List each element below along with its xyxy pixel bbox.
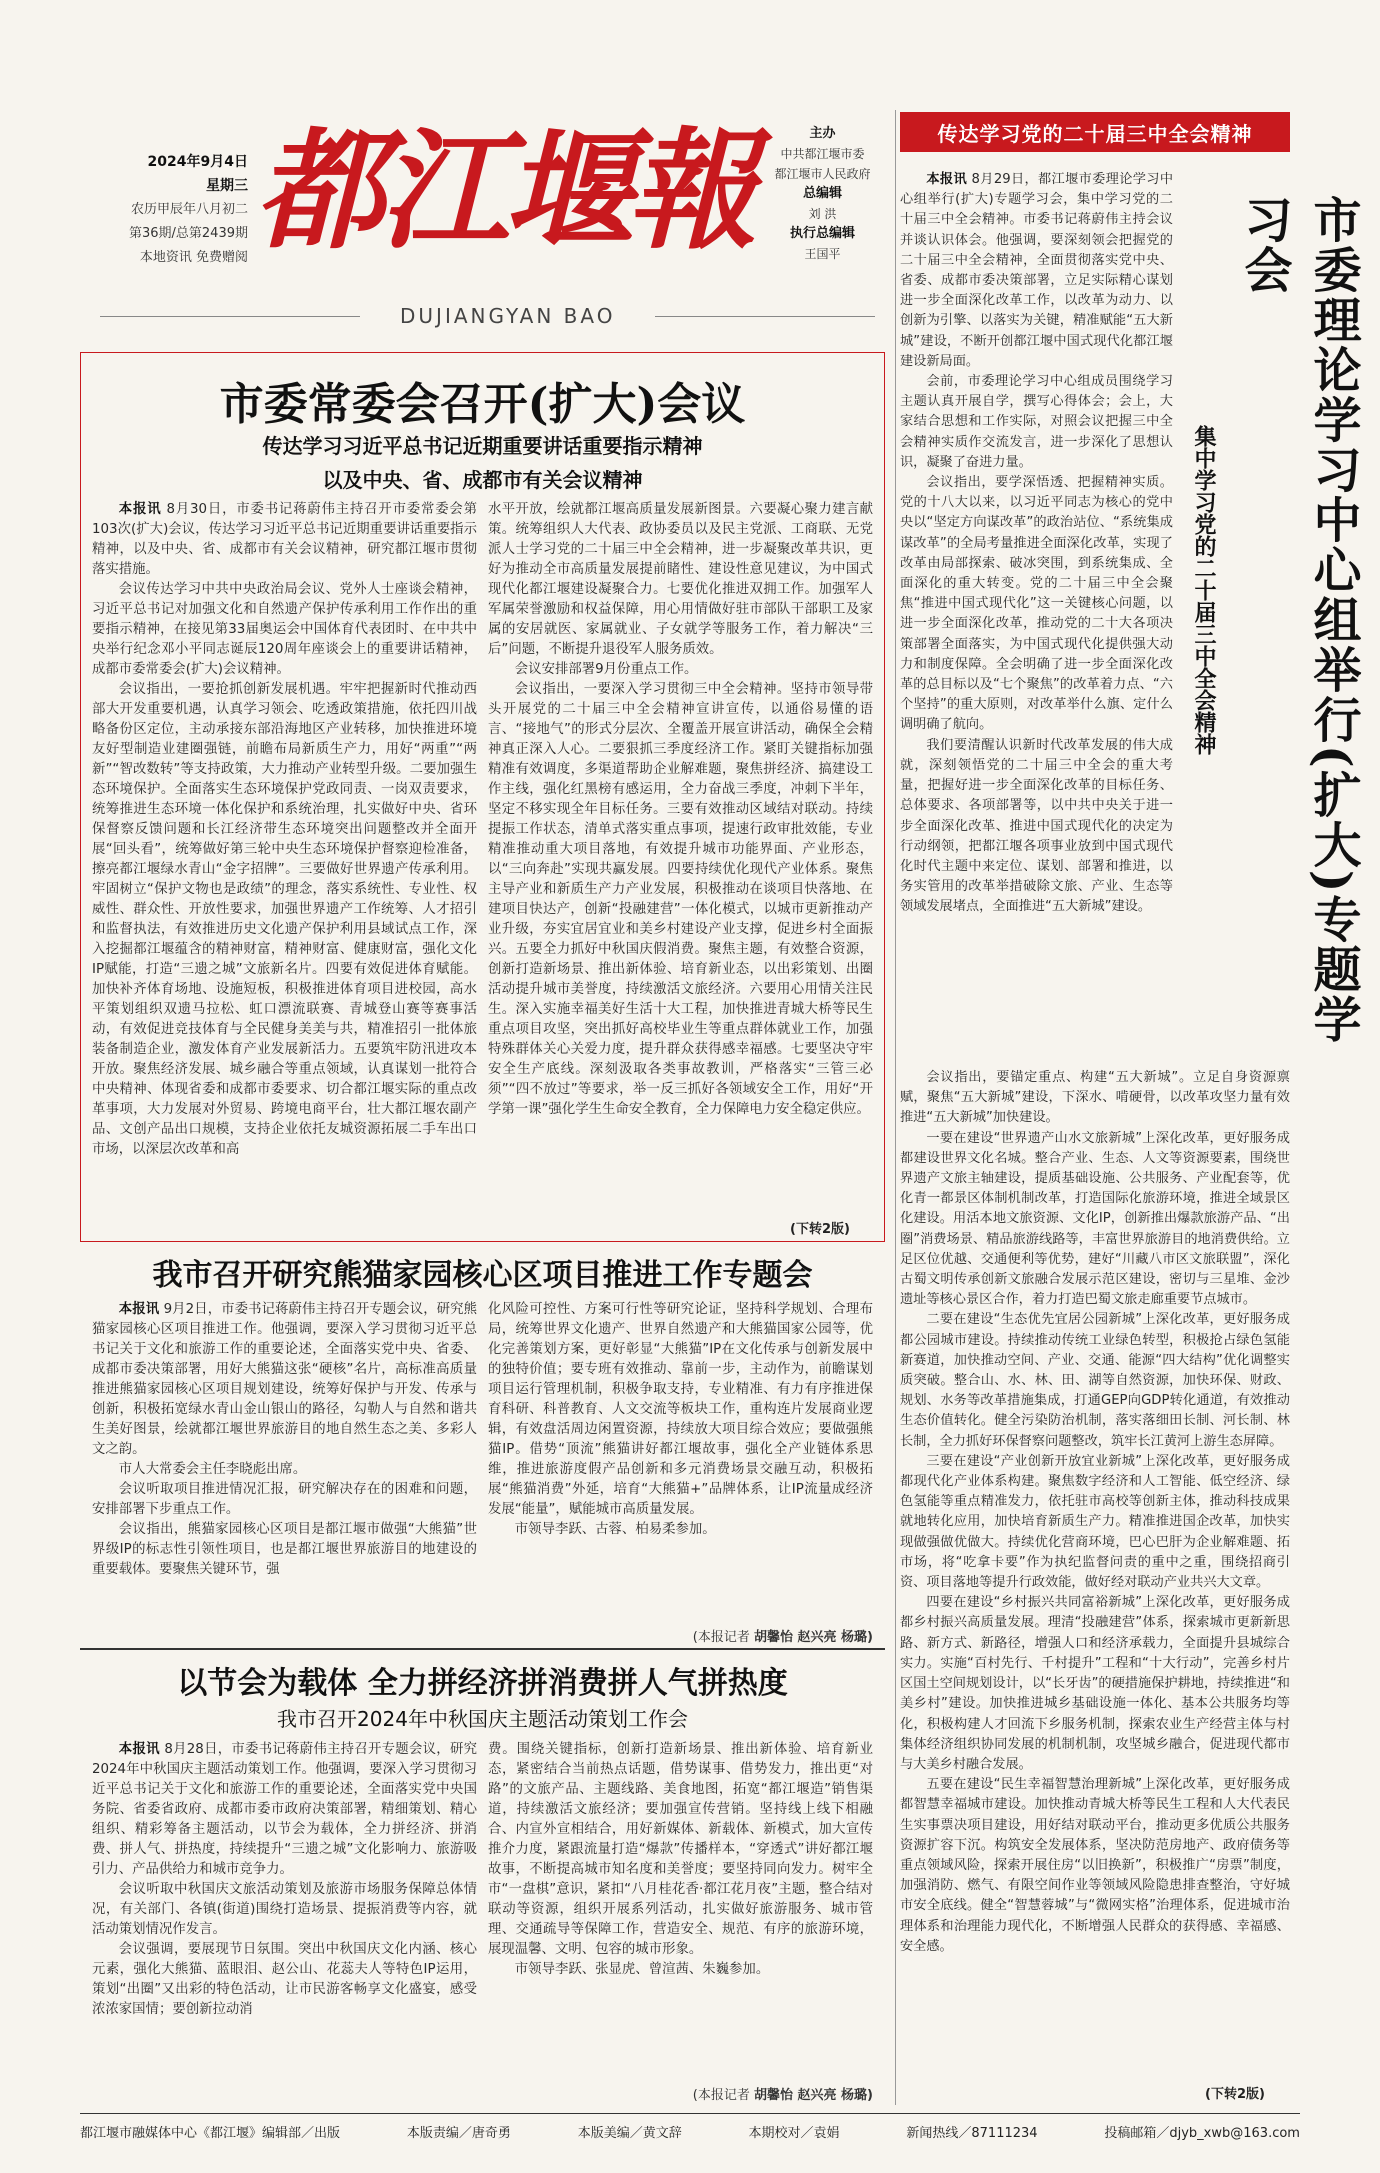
article3-para-3: 会议强调，要展现节日氛围。突出中秋国庆文化内涵、核心元素，强化大熊猫、蓝眼泪、赵公山、花蕊夫人等特色IP运用，策划“出圈”又出彩的特色活动，让市民游客畅享文化盛宴，感受浓浓家国情；要创新拉动消	[92, 1942, 477, 2017]
article1-col-1	[92, 500, 477, 1160]
masthead-rule-right	[655, 316, 875, 317]
article1-para-1: 8月30日，市委书记蒋蔚伟主持召开市委常委会第103次(扩大)会议，传达学习习近平总书记近期重要讲话重要指示精神，以及中央、省、成都市有关会议精神，研究都江堰市贯彻落实措施。	[92, 502, 477, 577]
article4-para-10: 五要在建设“民生幸福智慧治理新城”上深化改革，更好服务成都智慧幸福城市建设。加快推动青城大桥等民生工程和人大代表民生实事票决项目建设，用好结对联动平台，推动更多优质公共服务资源扩容下沉。构筑安全发展体系，坚决防范房地产、政府债务等重点领域风险，探索开展住房“以旧换新”，积极推广“房票”制度，加强消防、燃气、有限空间作业等领域风险隐患排查整治，守好城市安全底线。健全“智慧蓉城”与“微网实格”治理体系，促进城市治理体系和治理能力现代化，不断增强人民群众的获得感、幸福感、安全感。	[900, 1777, 1290, 1954]
section-banner: 传达学习党的二十届三中全会精神	[900, 112, 1290, 152]
article4-para-5: 会议指出，要锚定重点、构建“五大新城”。立足自身资源禀赋，聚焦“五大新城”建设，下深水、啃硬骨，以改革攻坚力量有效推进“五大新城”加快建设。	[900, 1070, 1290, 1126]
chief-editor: 刘 洪	[808, 207, 837, 221]
publisher-info	[750, 124, 895, 264]
article2-lead: 本报讯	[118, 1302, 160, 1317]
article2-para-5: 化风险可控性、方案可行性等研究论证，坚持科学规划、合理布局，统筹世界文化遗产、世界自然遗产和大熊猫国家公园等，优化完善策划方案，更好彰显“大熊猫”IP在文化传承与创新发展中的独特价值；要专班有效推动、靠前一步，主动作为，前瞻谋划项目运行管理机制，积极争取支持，专业精准、有力有序推进保育科研、科普教育、人文交流等板块工作，重构连片发展商业逻辑，有效盘活周边闲置资源，持续放大项目综合效应；要做强熊猫IP。借势“顶流”熊猫讲好都江堰故事，强化全产业链体系思维，推进旅游度假产品创新和多元消费场景交融互动，积极拓展“熊猫消费”外延，培育“大熊猫+”品牌体系，让IP流量成经济发展“能量”，赋能城市高质量发展。	[488, 1302, 873, 1517]
article4-para-3: 会议指出，要学深悟透、把握精神实质。党的十八大以来，以习近平同志为核心的党中央以“坚定方向谋改革”的政治站位、“系统集成谋改革”的全局考量推进全面深化改革，实现了改革由局部探索、破冰突围，到系统集成、全面深化的重大转变。党的二十届三中全会聚焦“推进中国式现代化”这一关键核心问题，以进一步全面深化改革，推动党的二十大各项决策部署全面落实，为中国式现代化提供强大动力和制度保障。全会明确了进一步全面深化改革的总目标以及“七个聚焦”的改革着力点、“六个坚持”的重大原则，对改革举什么旗、定什么调明确了航向。	[900, 475, 1173, 733]
article4-para-1: 8月29日，都江堰市委理论学习中心组举行(扩大)专题学习会，集中学习党的二十届三中全会精神。市委书记蒋蔚伟主持会议并谈认识体会。他强调，要深刻领会把握党的二十届三中全会精神，全面贯彻落实党中央、省委、成都市委决策部署，立足实际精心谋划进一步全面深化改革工作，以改革为动力、以创新为引擎、以落实为关键，精准赋能“五大新城”建设，不断开创都江堰中国式现代化都江堰建设新局面。	[900, 172, 1174, 369]
article3-para-5: 市领导李跃、张显虎、曾渲茜、朱巍参加。	[514, 1962, 770, 1977]
footer-proofreader: 本期校对／袁娟	[748, 2126, 840, 2141]
article4-para-6: 一要在建设“世界遗产山水文旅新城”上深化改革，更好服务成都建设世界文化名城。整合产业、生态、人文等资源要素，围绕世界遗产文旅主轴建设，提质基础设施、公共服务、产业配套等，优化青一都景区体制机制改革，打造国际化旅游环境，推进全域景区化建设。用活本地文旅资源、文化IP，创新推出爆款旅游产品、“出圈”消费场景、精品旅游线路等，丰富世界旅游目的地消费供给。立足区位优越、交通便利等优势，建好“川藏八市区文旅联盟”，深化古蜀文明传承创新文旅融合发展示范区建设，密切与三星堆、金沙遗址等核心景区合作，着力打造巴蜀文旅走廊重要节点城市。	[900, 1130, 1290, 1308]
article1-para-4: 水平开放，绘就都江堰高质量发展新图景。六要凝心聚力建言献策。统筹组织人大代表、政协委员以及民主党派、工商联、无党派人士学习党的二十届三中全会精神，进一步凝聚改革共识，更好为推动全市高质量发展提前睹性、建设性意见建议，为中国式现代化都江堰建设凝聚合力。七要优化推进双拥工作。加强军人军属荣誉激励和权益保障，用心用情做好驻市部队干部职工及家属的安居就医、家属就业、子女就学等服务工作，着力解决“三后”问题，不断提升退役军人服务质效。	[488, 502, 873, 657]
article1-col-2	[488, 500, 873, 1120]
article1-para-5: 会议安排部署9月份重点工作。	[514, 662, 698, 677]
sponsor-label: 主办	[809, 126, 836, 141]
article1-lead: 本报讯	[118, 502, 162, 517]
article1-subtitle-2: 以及中央、省、成都市有关会议精神	[322, 468, 643, 492]
article4-title: 市委理论学习中心组举行(扩大)专题学习会	[1236, 195, 1361, 1045]
article4-para-9: 四要在建设“乡村振兴共同富裕新城”上深化改革，更好服务成都乡村振兴高质量发展。理清“投融建营”体系，探索城市更新新思路、新方式、新路径，增强人口和经济承载力，全面提升县城综合实力。实施“百村先行、千村提升”工程和“十大行动”，完善乡村片区国土空间规划设计，以“长牙齿”的硬措施保护耕地，持续推进“和美乡村”建设。加快推进城乡基础设施一体化、基本公共服务均等化，积极构建人才回流下乡服务机制，探索农业生产经营主体与村集体经济组织协同发展的机制机制，攻坚城乡融合，促进现代都市与大美乡村融合发展。	[900, 1595, 1290, 1772]
sponsor-1: 中共都江堰市委	[780, 147, 865, 161]
article2-byline	[488, 1626, 873, 1645]
footer-editor: 本版责编／唐奇勇	[406, 2126, 511, 2141]
article1-para-6: 会议指出，一要深入学习贯彻三中全会精神。坚持市领导带头开展党的二十届三中全会精神宣讲宣传，以通俗易懂的语言、“接地气”的形式分层次、全覆盖开展宣讲活动，确保全会精神真正深入人心。二要狠抓三季度经济工作。紧盯关键指标加强精准有效调度，多渠道帮助企业解难题，聚焦拼经济、搞建设工作主线，强化红黑榜有感运用，全力奋战三季度，冲刺下半年，坚定不移实现全年目标任务。三要有效推动区域结对联动。持续提振工作状态，清单式落实重点事项，提速行政审批效能，专业精准推动重大项目落地，有效提升城市功能界面、产业形态，以“三向奔赴”实现共赢发展。四要持续优化现代产业体系。聚焦主导产业和新质生产力产业发展，积极推动在谈项目快落地、在建项目快达产，创新“投融建营”一体化模式，以城市更新推动产业升级，夯实宜居宜业和美乡村建设产业支撑，促进乡村全面振兴。五要全力抓好中秋国庆假消费。聚焦主题，有效整合资源，创新打造新场景、推出新体验、培育新业态，以出彩策划、出圈活动提升城市美誉度，持续激活文旅经济。六要用心用情关注民生。深入实施幸福美好生活十大工程，加快推进青城大桥等民生重点项目攻坚，突出抓好高校毕业生等重点群体就业工作，加强特殊群体关心关爱力度，提升群众获得感幸福感。七要坚决守牢安全生产底线。深刻汲取各类事故教训，严格落实“三管三必须”“四不放过”等要求，举一反三抓好各领域安全工作，用好“开学第一课”强化学生生命安全教育，全力保障电力安全稳定供应。	[488, 682, 873, 1117]
article4-para-4: 我们要清醒认识新时代改革发展的伟大成就，深刻领悟党的二十届三中全会的重大考量，把握好进一步全面深化改革的目标任务、总体要求、各项部署等，以中共中央关于进一步全面深化改革、推进中国式现代化的决定为行动纲领，把都江堰各项事业放到中国式现代化时代主题中来定位、谋划、部署和推进，以务实管用的改革举措破除文旅、产业、生态等领域发展堵点，全面推进“五大新城”建设。	[900, 737, 1173, 915]
footer-hotline: 新闻热线／87111234	[906, 2126, 1038, 2141]
article4-para-8: 三要在建设“产业创新开放宜业新城”上深化改革，更好服务成都现代化产业体系构建。聚焦数字经济和人工智能、低空经济、绿色氢能等重点精准发力，依托驻市高校等创新主体，推动科技成果就地转化应用，加快培育新质生产力。精准推进国企改革，加快实现做强做优做大。持续优化营商环境，巴心巴肝为企业解难题、拓市场，将“吃拿卡要”作为执纪监督问责的重中之重，围绕招商引资、项目落地等提升行政效能，做好经对联动产业共兴大文章。	[900, 1453, 1290, 1591]
issue-number: 第36期/总第2439期	[128, 226, 248, 241]
article2-byline-label: (本报记者	[692, 1630, 750, 1645]
article4-lead: 本报讯	[926, 172, 967, 187]
article4-body-top	[900, 170, 1173, 918]
page-footer	[80, 2113, 1300, 2143]
exec-editor-label: 执行总编辑	[789, 226, 855, 241]
article1-para-2: 会议传达学习中共中央政治局会议、党外人士座谈会精神，习近平总书记对加强文化和自然遗产保护传承利用工作作出的重要指示精神，在接见第33届奥运会中国体育代表团时、在中共中央举行纪念邓小平同志诞辰120周年座谈会上的重要讲话精神，成都市委常委会(扩大)会议精神。	[92, 582, 477, 677]
article1-title: 市委常委会召开(扩大)会议	[219, 379, 746, 430]
article3-lead: 本报讯	[118, 1742, 160, 1757]
article4-para-2: 会前，市委理论学习中心组成员围绕学习主题认真开展自学，撰写心得体会；会上，大家结合思想和工作实际，对照会议把握三中全会精神实质作交流发言，进一步深化了思想认识，凝聚了奋进力量。	[900, 374, 1173, 470]
article2-para-1: 9月2日，市委书记蒋蔚伟主持召开专题会议，研究熊猫家园核心区项目推进工作。他强调，要深入学习贯彻习近平总书记关于文化和旅游工作的重要论述，全面落实党中央、省委、成都市委决策部署，用好大熊猫这张“硬核”名片，高标准高质量推进熊猫家园核心区项目规划建设，统筹好保护与开发、传承与创新，积极拓宽绿水青山金山银山的路径，勾勒人与自然和谐共生美好图景，绘就都江堰世界旅游目的地自然生态之美、多彩人文之韵。	[92, 1302, 478, 1457]
article-divider	[80, 1648, 885, 1650]
article2-col-1	[92, 1300, 477, 1580]
masthead-rule-left	[100, 316, 360, 317]
article3-byline-label: (本报记者	[692, 2088, 750, 2103]
issue-note: 本地资讯 免费赠阅	[139, 250, 248, 265]
article3-byline	[488, 2084, 873, 2103]
article3-col-1	[92, 1740, 477, 2020]
article1-para-3: 会议指出，一要抢抓创新发展机遇。牢牢把握新时代推动西部大开发重要机遇，认真学习领会、吃透政策措施，依托四川战略备份区定位，主动承接东部沿海地区产业转移，加快推进环境友好型制造业建圈强链，前瞻布局新质生产力，用好“两重”“两新”“智改数转”等支持政策，大力推动产业转型升级。二要加强生态环境保护。全面落实生态环境保护党政同责、一岗双责要求，统筹推进生态环境一体化保护和系统治理，扎实做好中央、省环保督察反馈问题和长江经济带生态环境突出问题整改并全面开展“回头看”，统筹做好第三轮中央生态环境保护督察迎检准备，擦亮都江堰绿水青山“金字招牌”。三要做好世界遗产传承利用。牢固树立“保护文物也是政绩”的理念，落实系统性、专业性、权威性、群众性、开放性要求，加强世界遗产工作统筹、人才招引和监督执法，有效推进历史文化遗产保护利用县域试点工作，深入挖掘都江堰蕴含的精神财富，精神财富、健康财富，强化文化IP赋能，打造“三遗之城”文旅新名片。四要有效促进体育赋能。加快补齐体育场地、设施短板，积极推进体育项目进校园，高水平策划组织双遗马拉松、虹口漂流联赛、青城登山赛等赛事活动，有效促进竞技体育与全民健身美美与共，精准招引一批体旅装备制造企业，激发体育产业发展新活力。五要筑牢防汛进攻本开放。聚焦经济发展、城乡融合等重点领域，认真谋划一批符合中央精神、体现省委和成都市委要求、切合都江堰实际的重点改革事项，大力发展对外贸易、跨境电商平台，壮大都江堰农副产品、文创产品出口规模，支持企业依托友城资源拓展二手车出口市场，以深层次改革和高	[92, 682, 477, 1157]
footer-designer: 本版美编／黄文辞	[577, 2126, 682, 2141]
article2-para-6: 市领导李跃、古蓉、柏易柔参加。	[514, 1522, 716, 1537]
article3-col-2	[488, 1740, 873, 1980]
article3-para-1: 8月28日，市委书记蒋蔚伟主持召开专题会议，研究2024年中秋国庆主题活动策划工作。他强调，要深入学习贯彻习近平总书记关于文化和旅游工作的重要论述，全面落实党中央国务院、省委省政府、成都市委市政府决策部署，精细策划、精心组织、精彩筹备主题活动，以节会为载体，全力拼经济、拼消费、拼人气、拼热度，持续提升“三遗之城”文化影响力、旅游吸引力、产品供给力和城市竞争力。	[92, 1742, 477, 1877]
article3-para-2: 会议听取中秋国庆文旅活动策划及旅游市场服务保障总体情况，有关部门、各镇(街道)围绕打造场景、提振消费等内容，就活动策划情况作发言。	[92, 1882, 477, 1937]
article3-para-4: 费。围绕关键指标，创新打造新场景、推出新体验、培育新业态，紧密结合当前热点话题，借势谋事、借势发力，推出更“对路”的文旅产品、主题线路、美食地图，拓宽“都江堰造”销售渠道，持续激活文旅经济；要加强宣传营销。坚持线上线下相融合、内宣外宣相结合，用好新媒体、新载体、新模式，加大宣传推介力度，紧跟流量打造“爆款”传播样本，“穿透式”讲好都江堰故事，不断提高城市知名度和美誉度；要坚持同向发力。树牢全市“一盘棋”意识，紧扣“八月桂花香·都江花月夜”主题，整合结对联动等资源，组织开展系列活动，扎实做好旅游服务、城市管理、交通疏导等保障工作，营造安全、规范、有序的旅游环境，展现温馨、文明、包容的城市形象。	[488, 1742, 873, 1957]
article1-subtitle-1: 传达学习习近平总书记近期重要讲话重要指示精神	[262, 434, 703, 458]
newspaper-logo-en: DUJIANGYAN BAO	[400, 304, 616, 328]
article2-para-2: 市人大常委会主任李晓彪出席。	[118, 1462, 307, 1477]
article4-body-bottom	[900, 1068, 1290, 1957]
newspaper-logo: 都江堰報	[255, 114, 752, 267]
column-divider	[895, 110, 896, 2105]
sponsor-2: 都江堰市人民政府	[774, 167, 871, 181]
article4-para-7: 二要在建设“生态优先宜居公园新城”上深化改革，更好服务成都公园城市建设。持续推动传统工业绿色转型，积极抢占绿色氢能新赛道，加快推动空间、产业、交通、能源“四大结构”优化调整实质突破。整合山、水、林、田、湖等自然资源，加快环保、财政、规划、水务等改革措施集成，打通GEP向GDP转化通道，有效推动生态价值转化。健全污染防治机制，落实落细田长制、河长制、林长制，全力抓好环保督察问题整改，筑牢长江黄河上游生态屏障。	[900, 1312, 1290, 1449]
article3-byline-names: 胡馨怡 赵兴亮 杨璐)	[754, 2088, 873, 2103]
chief-editor-label: 总编辑	[802, 186, 842, 201]
article3-subtitle: 我市召开2024年中秋国庆主题活动策划工作会	[277, 1707, 688, 1731]
article4-subtitle: 集中学习党的二十届三中全会精神	[1191, 425, 1216, 755]
exec-editor: 王国平	[804, 247, 841, 261]
issue-lunar: 农历甲辰年八月初二	[130, 202, 248, 217]
article4-continued: (下转2版)	[1205, 2087, 1265, 2102]
footer-email: 投稿邮箱／djyb_xwb@163.com	[1104, 2126, 1300, 2141]
article2-byline-names: 胡馨怡 赵兴亮 杨璐)	[754, 1630, 873, 1645]
article1-continued: (下转2版)	[790, 1222, 850, 1237]
article2-para-3: 会议听取项目推进情况汇报，研究解决存在的困难和问题，安排部署下步重点工作。	[92, 1482, 477, 1517]
article3-title: 以节会为载体 全力拼经济拼消费拼人气拼热度	[177, 1666, 788, 1701]
article2-para-4: 会议指出，熊猫家园核心区项目是都江堰市做强“大熊猫”世界级IP的标志性引领性项目，也是都江堰世界旅游目的地建设的重要载体。要聚焦关键环节，强	[92, 1522, 477, 1577]
article2-title: 我市召开研究熊猫家园核心区项目推进工作专题会	[152, 1258, 813, 1293]
footer-publisher: 都江堰市融媒体中心《都江堰》编辑部／出版	[80, 2126, 341, 2141]
article2-col-2	[488, 1300, 873, 1540]
issue-info	[100, 150, 248, 270]
issue-weekday: 星期三	[206, 178, 248, 194]
issue-date: 2024年9月4日	[147, 154, 248, 170]
